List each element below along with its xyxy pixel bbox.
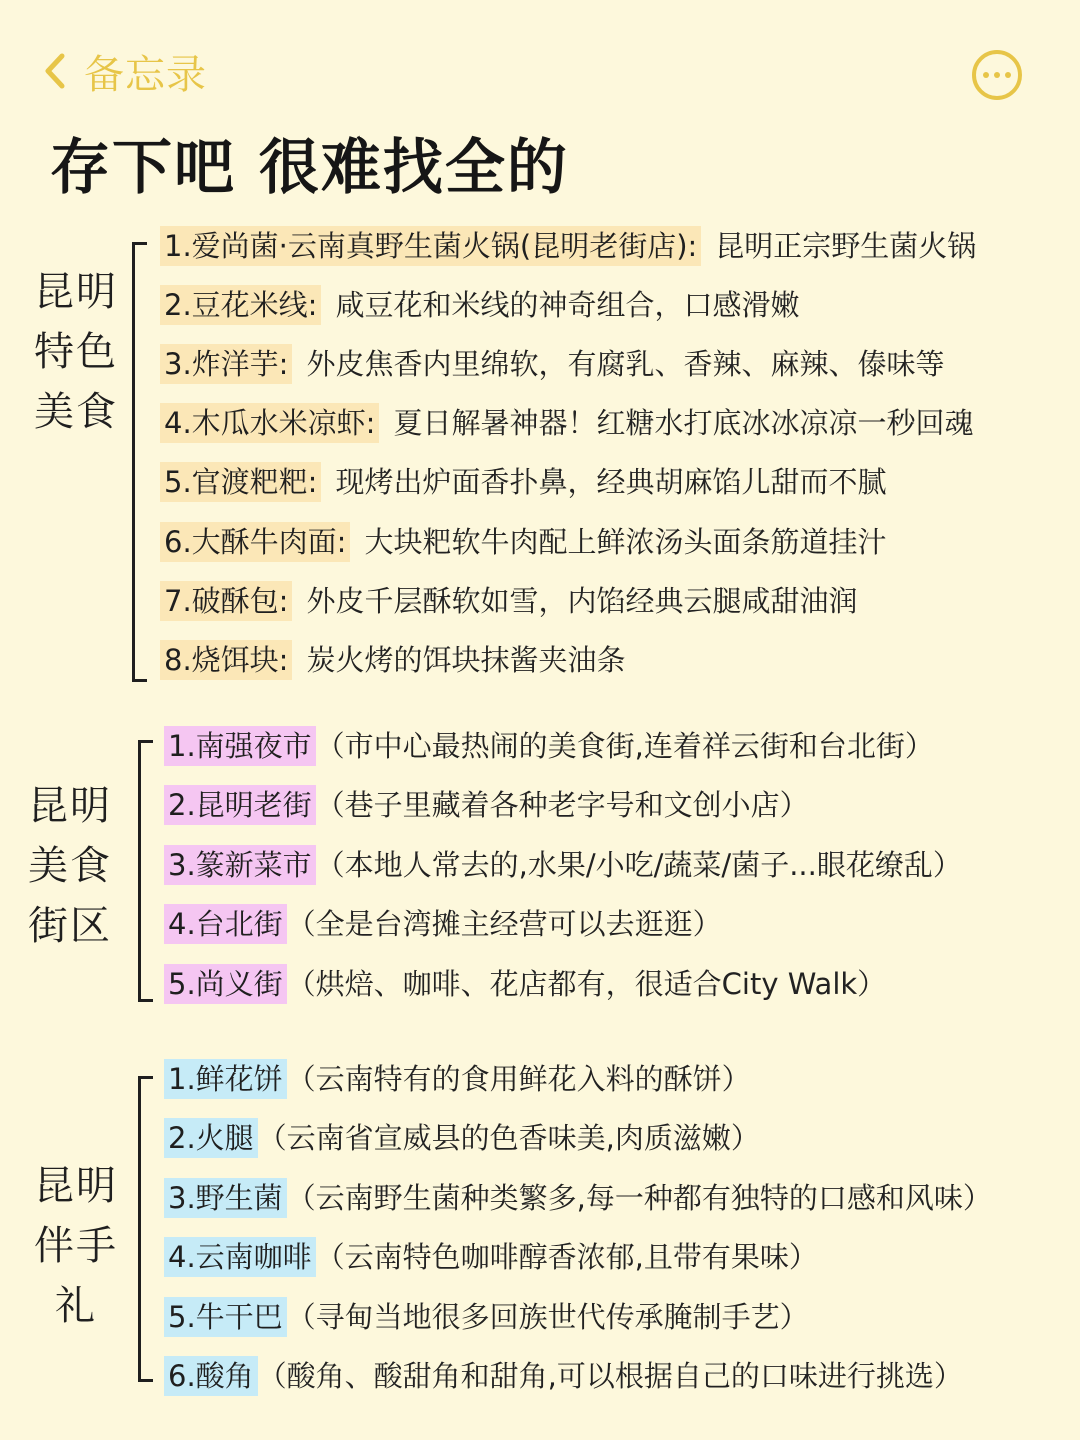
list-item [164,1114,760,1162]
section-label-line: 街区 [28,903,112,949]
list-item [160,281,799,329]
list-item [164,900,722,948]
item-desc: （云南野生菌种类繁多,每一种都有独特的口感和风味） [286,1181,992,1215]
more-button[interactable] [972,50,1022,100]
bracket [138,1076,153,1382]
item-name: 1.爱尚菌·云南真野生菌火锅(昆明老街店): [160,226,701,266]
section-label [28,1156,124,1336]
section-label-line: 特色 [34,329,118,375]
item-name: 2.豆花米线: [160,285,321,325]
item-name: 5.官渡粑粑: [160,462,321,502]
list-item [160,399,973,447]
item-name: 4.台北街 [164,904,287,944]
section-label [28,262,124,442]
bracket [138,740,153,1002]
section-label-line: 昆明 [34,269,118,315]
section-label-line: 礼 [55,1283,97,1329]
item-desc: （本地人常去的,水果/小吃/蔬菜/菌子...眼花缭乱） [315,848,962,882]
list-item [160,222,976,270]
list-item [160,340,944,388]
note-title: 存下吧 很难找全的 [50,133,569,203]
list-item [164,722,934,770]
more-icon-dot [994,72,1000,78]
item-name: 4.木瓜水米凉虾: [160,403,379,443]
item-desc: 外皮千层酥软如雪，内馅经典云腿咸甜油润 [306,584,858,618]
item-name: 7.破酥包: [160,581,292,621]
back-button[interactable] [40,46,207,96]
item-name: 5.尚义街 [164,964,287,1004]
item-desc: （市中心最热闹的美食街,连着祥云街和台北街） [315,729,934,763]
list-item [160,577,857,625]
section-label [22,776,118,956]
item-name: 6.大酥牛肉面: [160,522,350,562]
list-item [160,458,886,506]
item-desc: （烘焙、咖啡、花店都有，很适合City Walk） [286,967,887,1001]
item-name: 1.鲜花饼 [164,1059,287,1099]
item-name: 8.烧饵块: [160,640,292,680]
list-item [164,1233,818,1281]
item-desc: 现烤出炉面香扑鼻，经典胡麻馅儿甜而不腻 [335,465,887,499]
list-item [160,518,886,566]
list-item [164,841,962,889]
more-icon-dot [983,72,989,78]
item-name: 2.火腿 [164,1118,258,1158]
section-label-line: 美食 [28,843,112,889]
item-desc: （云南省宣威县的色香味美,肉质滋嫩） [257,1121,760,1155]
section-label-line: 美食 [34,389,118,435]
item-desc: 大块粑软牛肉配上鲜浓汤头面条筋道挂汁 [364,525,887,559]
item-desc: （酸角、酸甜角和甜角,可以根据自己的口味进行挑选） [257,1359,963,1393]
item-name: 1.南强夜市 [164,726,316,766]
item-name: 3.野生菌 [164,1178,287,1218]
more-icon-dot [1005,72,1011,78]
list-item [164,781,809,829]
item-name: 3.炸洋芋: [160,344,292,384]
item-desc: 炭火烤的饵块抹酱夹油条 [306,643,626,677]
section-label-line: 昆明 [34,1163,118,1209]
item-desc: 夏日解暑神器！红糖水打底冰冰凉凉一秒回魂 [393,406,974,440]
item-name: 2.昆明老街 [164,785,316,825]
item-name: 6.酸角 [164,1356,258,1396]
item-desc: （全是台湾摊主经营可以去逛逛） [286,907,722,941]
section-label-line: 昆明 [28,783,112,829]
list-item [164,1055,751,1103]
list-item [164,1352,963,1400]
item-desc: 咸豆花和米线的神奇组合，口感滑嫩 [335,288,800,322]
item-desc: （云南特有的食用鲜花入料的酥饼） [286,1062,751,1096]
item-desc: 昆明正宗野生菌火锅 [715,229,977,263]
back-label: 备忘录 [84,51,207,98]
list-item [164,960,886,1008]
chevron-left-icon [40,50,70,92]
item-name: 3.篆新菜市 [164,845,316,885]
item-desc: （寻甸当地很多回族世代传承腌制手艺） [286,1300,809,1334]
item-desc: （巷子里藏着各种老字号和文创小店） [315,788,809,822]
item-desc: 外皮焦香内里绵软，有腐乳、香辣、麻辣、傣味等 [306,347,945,381]
bracket [132,242,147,682]
item-name: 5.牛干巴 [164,1297,287,1337]
item-name: 4.云南咖啡 [164,1237,316,1277]
section-label-line: 伴手 [34,1223,118,1269]
list-item [160,636,625,684]
list-item [164,1174,992,1222]
list-item [164,1293,809,1341]
item-desc: （云南特色咖啡醇香浓郁,且带有果味） [315,1240,818,1274]
